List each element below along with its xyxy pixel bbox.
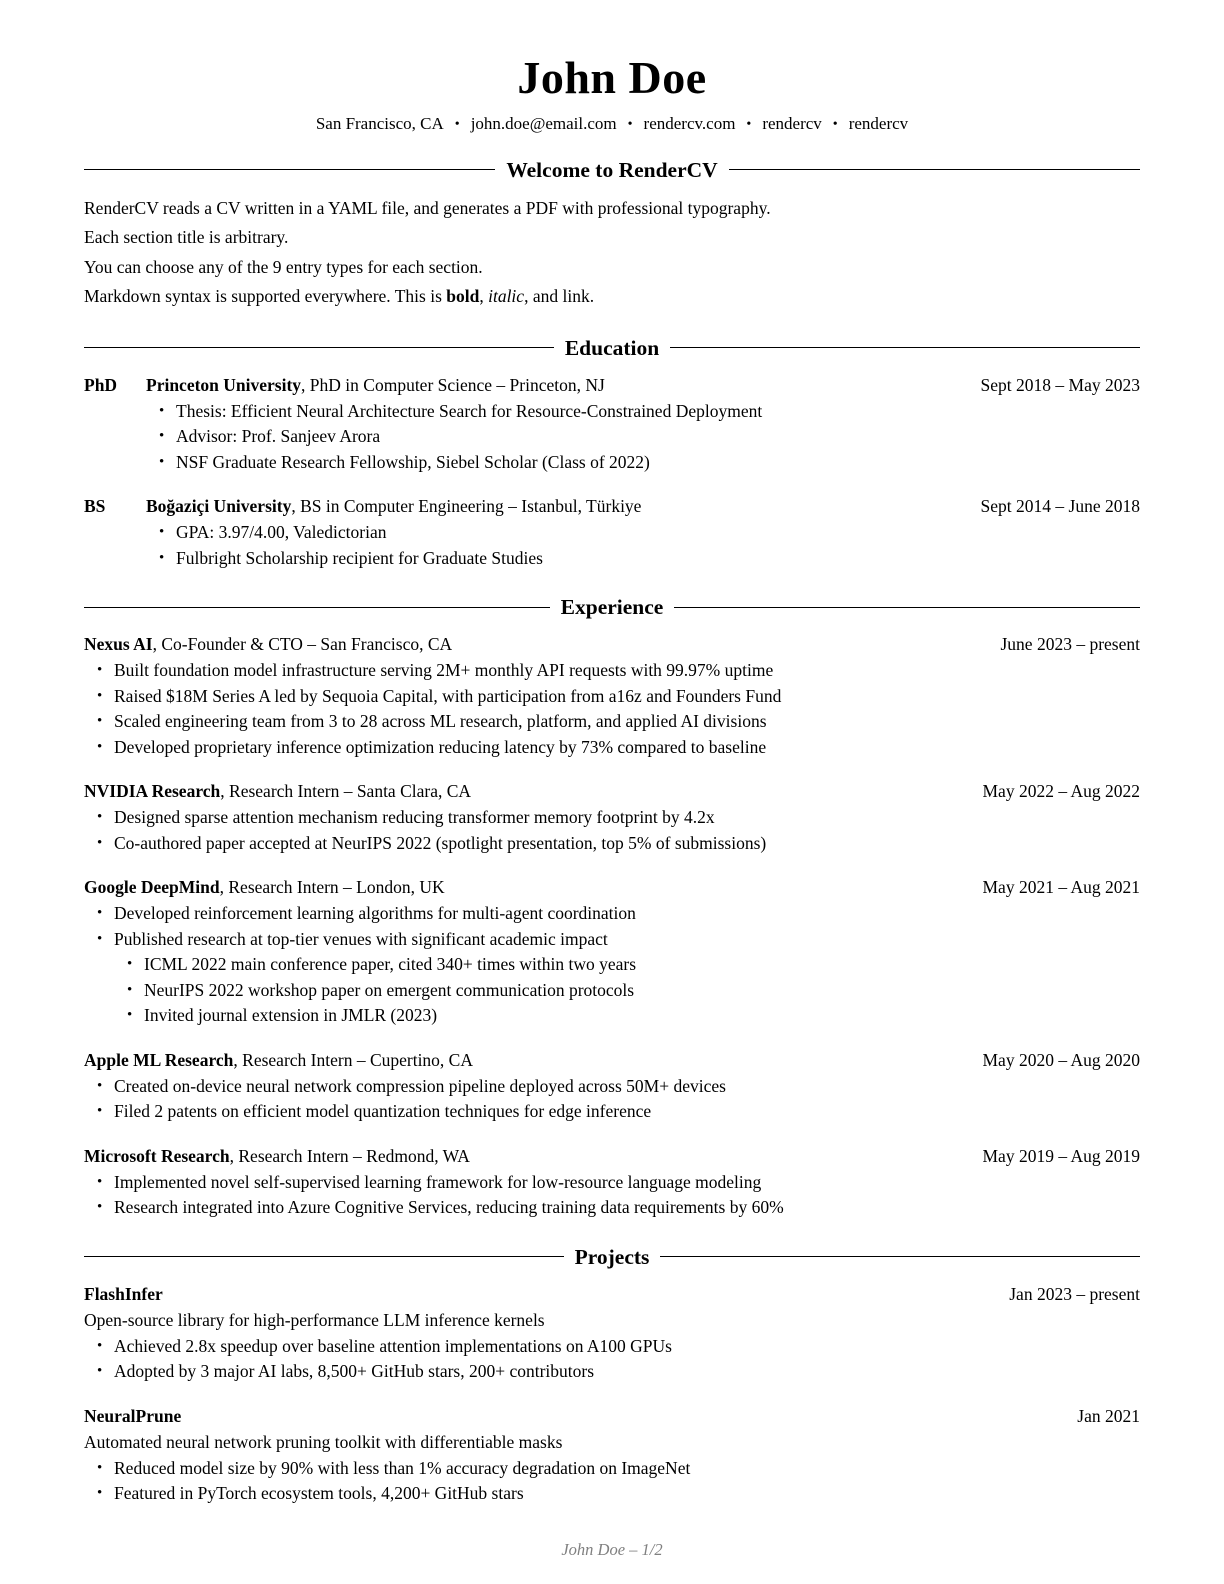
text-segment: , Research Intern – London, UK (219, 877, 445, 898)
section-welcome-to-rendercv (84, 157, 1140, 312)
italic-text: italic (488, 286, 525, 307)
text-segment: , Research Intern – Cupertino, CA (233, 1049, 473, 1070)
paragraph (84, 223, 1140, 253)
bullet-list (146, 520, 1140, 571)
section-header (84, 335, 1140, 361)
section-title: Welcome to RenderCV (506, 157, 718, 182)
inline-link[interactable]: link (562, 286, 590, 307)
entry (84, 631, 1140, 760)
bullet-text: Adopted by 3 major AI labs, 8,500+ GitHub stars, 200+ contributors (114, 1361, 595, 1382)
text-segment: RenderCV reads a CV written in a YAML file, and generates a PDF with professional typography. (84, 197, 771, 218)
bullet-text: Reduced model size by 90% with less than 1% accuracy degradation on ImageNet (114, 1457, 691, 1478)
bold-text: Nexus AI (84, 634, 153, 655)
bullet-text: Raised $18M Series A led by Sequoia Capital, with participation from a16z and Founders Fund (114, 685, 782, 706)
bullet-item (176, 520, 1140, 546)
entry-head (146, 493, 1140, 519)
bullet-text: GPA: 3.97/4.00, Valedictorian (176, 522, 387, 543)
contact-item-rendercv-com[interactable]: rendercv.com (643, 113, 736, 133)
bullet-text: Developed proprietary inference optimization reducing latency by 73% compared to baseline (114, 736, 767, 757)
section-title: Experience (560, 595, 664, 620)
entry-date: Sept 2014 – June 2018 (980, 496, 1140, 517)
bold-text: Boğaziçi University (146, 496, 292, 517)
section-projects (84, 1244, 1140, 1507)
degree-label: PhD (84, 374, 118, 395)
entry-head (84, 1281, 1140, 1307)
bullet-list (84, 1334, 1140, 1385)
bold-text: NeuralPrune (84, 1405, 182, 1426)
section-rule-left (84, 347, 554, 348)
text-segment: Markdown syntax is supported everywhere. This is (84, 286, 447, 307)
section-header (84, 594, 1140, 620)
entry (84, 778, 1140, 856)
text-segment: , BS in Computer Engineering – Istanbul, Türkiye (291, 496, 642, 517)
contact-item-rendercv[interactable]: rendercv (762, 113, 822, 133)
entry-summary: Open-source library for high-performance LLM inference kernels (84, 1309, 545, 1330)
bullet-item (114, 1170, 1140, 1196)
entry-title (146, 493, 957, 519)
entry-head (146, 372, 1140, 398)
bullet-item (114, 1334, 1140, 1360)
entry-body (84, 1047, 1140, 1125)
bullet-list (84, 1456, 1140, 1507)
section-rule-left (84, 169, 495, 170)
entry-body (84, 1143, 1140, 1221)
section-experience (84, 594, 1140, 1221)
entry-body (84, 778, 1140, 856)
entry-title (84, 1281, 985, 1307)
entry-title (146, 372, 957, 398)
bullet-text: Created on-device neural network compression pipeline deployed across 50M+ devices (114, 1075, 726, 1096)
text-segment: , Research Intern – Redmond, WA (229, 1145, 470, 1166)
entry-date: Jan 2023 – present (1009, 1283, 1140, 1304)
bold-text: Apple ML Research (84, 1049, 234, 1070)
section-title: Education (564, 335, 660, 360)
page-number: John Doe – 1/2 (561, 1540, 663, 1559)
cv-header (84, 52, 1140, 134)
bullet-list (84, 1170, 1140, 1221)
bullet-text: Designed sparse attention mechanism reducing transformer memory footprint by 4.2x (114, 807, 715, 828)
entry-head (84, 1047, 1140, 1073)
entry-title (84, 631, 977, 657)
bullet-item (114, 901, 1140, 927)
bullet-text: NSF Graduate Research Fellowship, Siebel Scholar (Class of 2022) (176, 451, 650, 472)
bold-text: NVIDIA Research (84, 781, 221, 802)
entry-date: May 2019 – Aug 2019 (982, 1145, 1140, 1166)
entry-body (146, 372, 1140, 476)
section-rule-right (674, 607, 1140, 608)
page-footer (84, 1540, 1140, 1566)
text-segment: Each section title is arbitrary. (84, 227, 289, 248)
text-segment: . (589, 286, 595, 307)
entry-date: Sept 2018 – May 2023 (980, 374, 1140, 395)
bullet-item (114, 1074, 1140, 1100)
bullet-list (84, 1074, 1140, 1125)
bullet-text: Scaled engineering team from 3 to 28 across ML research, platform, and applied AI divisions (114, 711, 767, 732)
sub-bullet-list (114, 952, 1140, 1029)
text-segment: , Research Intern – Santa Clara, CA (220, 781, 472, 802)
entry-body (146, 493, 1140, 571)
entry (84, 1047, 1140, 1125)
bullet-item (114, 1195, 1140, 1221)
bullet-text: Developed reinforcement learning algorithms for multi-agent coordination (114, 903, 636, 924)
bold-text: bold (446, 286, 480, 307)
contact-item-rendercv[interactable]: rendercv (848, 113, 909, 133)
entry-head (84, 874, 1140, 900)
sub-bullet-item (144, 952, 1140, 978)
bullet-text: Built foundation model infrastructure serving 2M+ monthly API requests with 99.97% uptime (114, 660, 774, 681)
section-rule-right (670, 347, 1140, 348)
section-rule-right (660, 1256, 1140, 1257)
bullet-item (114, 735, 1140, 761)
entry-head (84, 778, 1140, 804)
bullet-item (114, 1481, 1140, 1507)
entry-body (84, 631, 1140, 760)
bullet-item (176, 546, 1140, 572)
section-header (84, 157, 1140, 183)
bullet-item (114, 1456, 1140, 1482)
text-segment: , PhD in Computer Science – Princeton, NJ (301, 374, 605, 395)
bullet-item (114, 684, 1140, 710)
bullet-text: Research integrated into Azure Cognitive Services, reducing training data requirements by 60% (114, 1197, 784, 1218)
entry-date: June 2023 – present (1000, 634, 1140, 655)
bold-text: Princeton University (146, 374, 302, 395)
entry-date: Jan 2021 (1077, 1405, 1140, 1426)
entry (84, 1143, 1140, 1221)
text-segment: , (479, 286, 489, 307)
entry-summary: Automated neural network pruning toolkit with differentiable masks (84, 1431, 563, 1452)
entry (84, 1281, 1140, 1385)
bullet-text: Invited journal extension in JMLR (2023) (144, 1005, 438, 1026)
bullet-text: Thesis: Efficient Neural Architecture Search for Resource-Constrained Deployment (176, 400, 763, 421)
bullet-item (176, 450, 1140, 476)
paragraph (84, 282, 1140, 312)
name-title: John Doe (517, 52, 707, 103)
entry (84, 372, 1140, 476)
bullet-item (114, 831, 1140, 857)
bullet-item (176, 424, 1140, 450)
bullet-text: Implemented novel self-supervised learning framework for low-resource language modeling (114, 1171, 762, 1192)
entry (84, 874, 1140, 1029)
contact-line (84, 114, 1140, 134)
bullet-text: Fulbright Scholarship recipient for Graduate Studies (176, 547, 543, 568)
paragraph (84, 253, 1140, 283)
degree-label: BS (84, 496, 106, 517)
paragraph (84, 194, 1140, 224)
entry (84, 493, 1140, 571)
entry-body (84, 874, 1140, 1029)
bold-text: Microsoft Research (84, 1145, 230, 1166)
bullet-text: Advisor: Prof. Sanjeev Arora (176, 426, 381, 447)
entry-body (84, 1403, 1140, 1507)
sub-bullet-item (144, 1003, 1140, 1029)
bullet-item (114, 709, 1140, 735)
bullet-list (84, 658, 1140, 760)
cv-body (84, 134, 1140, 1507)
section-rule-right (729, 169, 1140, 170)
bullet-list (84, 901, 1140, 1029)
entry-title (84, 1047, 959, 1073)
contact-separator: • (832, 116, 838, 132)
bullet-text: ICML 2022 main conference paper, cited 340+ times within two years (144, 954, 637, 975)
section-education (84, 335, 1140, 572)
contact-item-san-francisco-ca: San Francisco, CA (315, 113, 444, 133)
bullet-text: Co-authored paper accepted at NeurIPS 2022 (spotlight presentation, top 5% of submissions) (114, 832, 767, 853)
bullet-item (114, 1099, 1140, 1125)
bullet-item (176, 399, 1140, 425)
entry-head (84, 1403, 1140, 1429)
entry-date: May 2022 – Aug 2022 (982, 781, 1140, 802)
bullet-item (114, 927, 1140, 1029)
entry-title (84, 778, 959, 804)
bullet-item (114, 658, 1140, 684)
section-rule-left (84, 607, 550, 608)
bullet-item (114, 1359, 1140, 1385)
entry-date: May 2020 – Aug 2020 (982, 1049, 1140, 1070)
contact-separator: • (627, 116, 633, 132)
bullet-text: Filed 2 patents on efficient model quantization techniques for edge inference (114, 1101, 652, 1122)
contact-separator: • (746, 116, 752, 132)
bullet-list (84, 805, 1140, 856)
entry-title (84, 1403, 1053, 1429)
entry-date: May 2021 – Aug 2021 (982, 877, 1140, 898)
text-segment: , and (524, 286, 563, 307)
section-rule-left (84, 1256, 564, 1257)
text-segment: You can choose any of the 9 entry types for each section. (84, 256, 483, 277)
entry (84, 1403, 1140, 1507)
contact-item-john-doe-email-com[interactable]: john.doe@email.com (470, 113, 617, 133)
section-title: Projects (574, 1244, 650, 1269)
contact-separator: • (454, 116, 460, 132)
bullet-text: Featured in PyTorch ecosystem tools, 4,200+ GitHub stars (114, 1483, 524, 1504)
bullet-text: NeurIPS 2022 workshop paper on emergent communication protocols (144, 979, 635, 1000)
section-header (84, 1244, 1140, 1270)
text-segment: , Co-Founder & CTO – San Francisco, CA (152, 634, 453, 655)
sub-bullet-item (144, 978, 1140, 1004)
entry-head (84, 1143, 1140, 1169)
bullet-text: Published research at top-tier venues with significant academic impact (114, 928, 608, 949)
bullet-text: Achieved 2.8x speedup over baseline attention implementations on A100 GPUs (114, 1335, 672, 1356)
bullet-list (146, 399, 1140, 476)
entry-title (84, 1143, 959, 1169)
bold-text: Google DeepMind (84, 877, 220, 898)
entry-body (84, 1281, 1140, 1385)
bullet-item (114, 805, 1140, 831)
entry-title (84, 874, 959, 900)
entry-head (84, 631, 1140, 657)
bold-text: FlashInfer (84, 1283, 163, 1304)
